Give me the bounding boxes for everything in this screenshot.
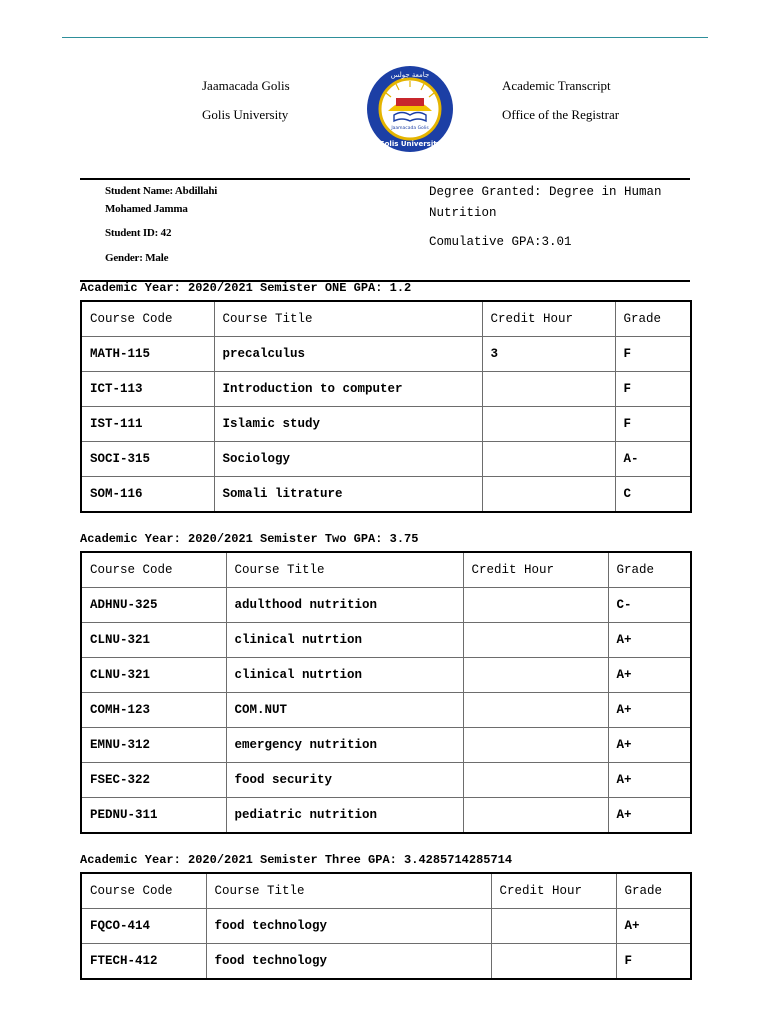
table-row [81, 658, 691, 693]
course-code: SOM-116 [81, 477, 214, 513]
table-header-row [81, 873, 691, 909]
credit-hour [463, 763, 608, 798]
grade: A+ [608, 658, 691, 693]
course-table [80, 872, 692, 980]
column-header-course-title: Course Title [226, 552, 463, 588]
column-header-course-code: Course Code [81, 873, 206, 909]
credit-hour [482, 372, 615, 407]
course-title: COM.NUT [226, 693, 463, 728]
student-name-line1: Student Name: Abdillahi [105, 185, 218, 197]
course-title: pediatric nutrition [226, 798, 463, 834]
course-code: SOCI-315 [81, 442, 214, 477]
logo-arabic-text: جامعة جولس [390, 71, 430, 79]
course-code: FQCO-414 [81, 909, 206, 944]
grade: A+ [608, 798, 691, 834]
course-code: FSEC-322 [81, 763, 226, 798]
table-row [81, 372, 691, 407]
university-name-somali: Jaamacada Golis [202, 78, 290, 93]
table-header-row [81, 552, 691, 588]
student-gender: Gender: Male [105, 252, 169, 264]
student-id: Student ID: 42 [105, 227, 172, 239]
semester-heading: Academic Year: 2020/2021 Semister Three GPA: 3.4285714285714 [80, 853, 513, 867]
credit-hour [463, 693, 608, 728]
course-code: ADHNU-325 [81, 588, 226, 623]
course-code: EMNU-312 [81, 728, 226, 763]
document-title: Academic Transcript [502, 78, 611, 93]
credit-hour [491, 909, 616, 944]
table-row [81, 442, 691, 477]
grade: F [615, 337, 691, 372]
table-row [81, 337, 691, 372]
course-title: food security [226, 763, 463, 798]
course-code: PEDNU-311 [81, 798, 226, 834]
grade: C- [608, 588, 691, 623]
issuing-office: Office of the Registrar [502, 107, 620, 122]
grade: F [615, 372, 691, 407]
grade: C [615, 477, 691, 513]
credit-hour [463, 798, 608, 834]
course-code: IST-111 [81, 407, 214, 442]
semester-heading: Academic Year: 2020/2021 Semister Two GPA: 3.75 [80, 532, 419, 546]
credit-hour [463, 588, 608, 623]
grade: F [615, 407, 691, 442]
table-row [81, 407, 691, 442]
credit-hour [463, 658, 608, 693]
column-header-course-title: Course Title [214, 301, 482, 337]
table-row [81, 798, 691, 834]
course-title: clinical nutrtion [226, 623, 463, 658]
grade: A- [615, 442, 691, 477]
course-title: emergency nutrition [226, 728, 463, 763]
course-title: precalculus [214, 337, 482, 372]
column-header-credit-hour: Credit Hour [491, 873, 616, 909]
grade: A+ [616, 909, 691, 944]
university-logo [366, 65, 454, 153]
table-row [81, 693, 691, 728]
column-header-course-code: Course Code [81, 301, 214, 337]
course-table [80, 551, 692, 834]
table-row [81, 944, 691, 980]
course-title: Sociology [214, 442, 482, 477]
credit-hour: 3 [482, 337, 615, 372]
top-rule [62, 37, 708, 38]
course-code: COMH-123 [81, 693, 226, 728]
university-name-english: Golis University [202, 107, 289, 122]
course-code: CLNU-321 [81, 658, 226, 693]
grade: F [616, 944, 691, 980]
table-row [81, 477, 691, 513]
table-row [81, 588, 691, 623]
course-code: FTECH-412 [81, 944, 206, 980]
course-code: MATH-115 [81, 337, 214, 372]
credit-hour [463, 623, 608, 658]
column-header-course-title: Course Title [206, 873, 491, 909]
column-header-credit-hour: Credit Hour [482, 301, 615, 337]
student-name-line2: Mohamed Jamma [105, 203, 188, 215]
column-header-course-code: Course Code [81, 552, 226, 588]
course-title: clinical nutrtion [226, 658, 463, 693]
column-header-grade: Grade [608, 552, 691, 588]
table-row [81, 728, 691, 763]
course-title: food technology [206, 944, 491, 980]
table-row [81, 909, 691, 944]
course-table [80, 300, 692, 513]
table-header-row [81, 301, 691, 337]
column-header-grade: Grade [616, 873, 691, 909]
table-row [81, 763, 691, 798]
credit-hour [463, 728, 608, 763]
course-code: ICT-113 [81, 372, 214, 407]
credit-hour [482, 477, 615, 513]
grade: A+ [608, 623, 691, 658]
course-title: Somali litrature [214, 477, 482, 513]
semester-heading: Academic Year: 2020/2021 Semister ONE GPA: 1.2 [80, 281, 412, 295]
logo-ring-text: Golis University [378, 140, 442, 148]
column-header-grade: Grade [615, 301, 691, 337]
table-row [81, 623, 691, 658]
credit-hour [482, 407, 615, 442]
logo-inner-text: Jaamacada Golis [391, 126, 429, 131]
course-title: food technology [206, 909, 491, 944]
grade: A+ [608, 728, 691, 763]
cumulative-gpa: Comulative GPA:3.01 [429, 235, 572, 249]
degree-granted-line2: Nutrition [429, 206, 497, 220]
course-code: CLNU-321 [81, 623, 226, 658]
grade: A+ [608, 763, 691, 798]
column-header-credit-hour: Credit Hour [463, 552, 608, 588]
course-title: Introduction to computer [214, 372, 482, 407]
grade: A+ [608, 693, 691, 728]
credit-hour [491, 944, 616, 980]
course-title: adulthood nutrition [226, 588, 463, 623]
course-title: Islamic study [214, 407, 482, 442]
degree-granted-line1: Degree Granted: Degree in Human [429, 185, 662, 199]
credit-hour [482, 442, 615, 477]
